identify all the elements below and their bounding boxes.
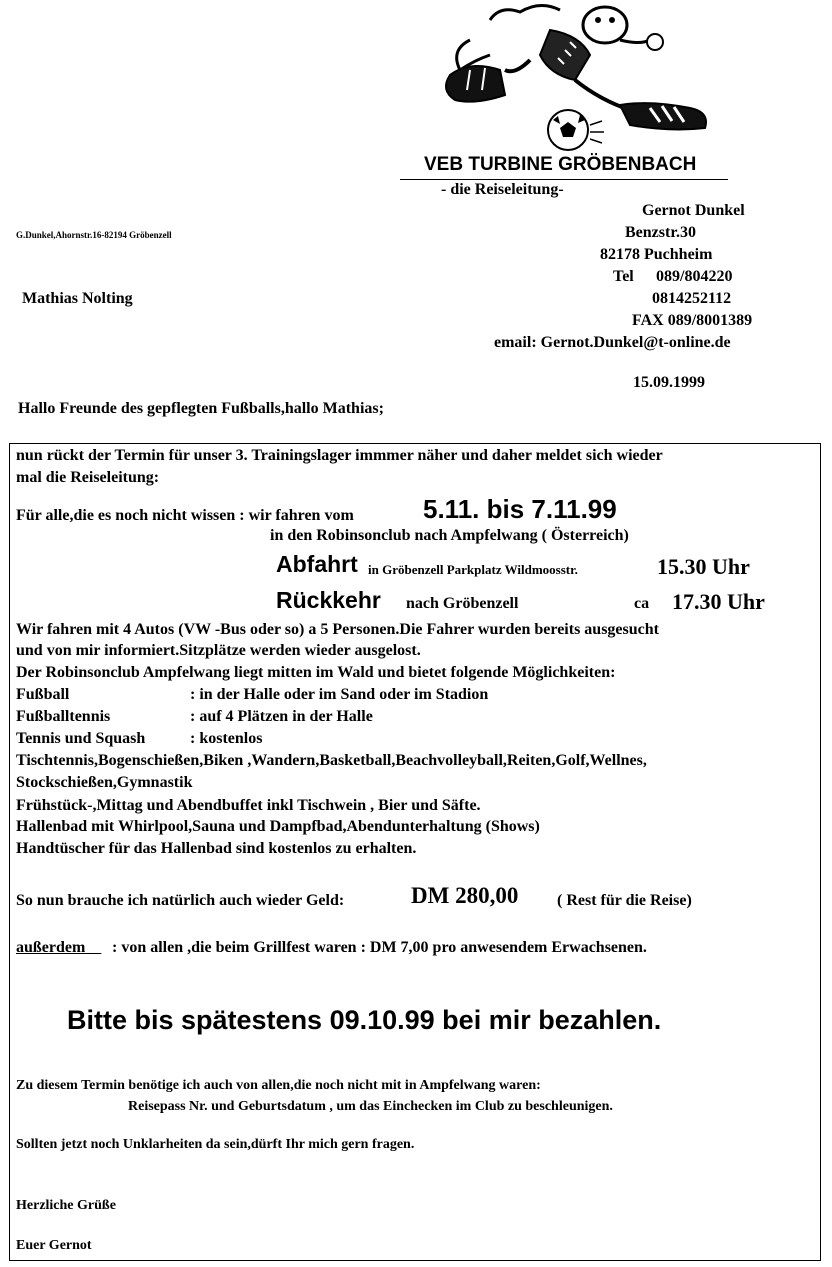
- passport-line-2: Reisepass Nr. und Geburtsdatum , um das Einchecken im Club zu beschleunigen.: [128, 1099, 613, 1114]
- cars-line-1: Wir fahren mit 4 Autos (VW -Bus oder so) a 5 Personen.Die Fahrer wurden bereits ausgesucht: [16, 621, 659, 638]
- greeting: Hallo Freunde des gepflegten Fußballs,hallo Mathias;: [18, 400, 384, 417]
- header-rule: [400, 179, 728, 180]
- letter-date: 15.09.1999: [633, 374, 705, 391]
- rueckkehr-time: 17.30 Uhr: [672, 589, 765, 614]
- return-address: G.Dunkel,Ahornstr.16-82194 Gröbenzell: [16, 230, 172, 240]
- intro-line-1: nun rückt der Termin für unser 3. Trainingslager immmer näher und daher meldet sich wieder: [16, 447, 663, 464]
- sender-street: Benzstr.30: [625, 224, 696, 241]
- activity-name: Fußballtennis: [16, 708, 111, 725]
- abfahrt-place: in Gröbenzell Parkplatz Wildmoosstr.: [368, 562, 578, 577]
- club-intro: Der Robinsonclub Ampfelwang liegt mitten im Wald und bietet folgende Möglichkeiten:: [16, 664, 616, 681]
- trip-dates: 5.11. bis 7.11.99: [423, 494, 617, 524]
- sender-tel1: 089/804220: [656, 268, 733, 285]
- club-name: VEB TURBINE GRÖBENBACH: [424, 154, 697, 175]
- sender-tel-label: Tel: [613, 268, 634, 285]
- ausserdem-text: : von allen ,die beim Grillfest waren : DM 7,00 pro anwesendem Erwachsenen.: [112, 939, 647, 956]
- recipient-name: Mathias Nolting: [22, 290, 133, 307]
- pool-line: Hallenbad mit Whirlpool,Sauna und Dampfbad,Abendunterhaltung (Shows): [16, 818, 540, 835]
- abfahrt-label: Abfahrt: [276, 551, 358, 577]
- rueckkehr-ca: ca: [634, 595, 650, 612]
- closing: Herzliche Grüße: [16, 1198, 116, 1213]
- sender-name: Gernot Dunkel: [642, 202, 745, 219]
- payment-deadline: Bitte bis spätestens 09.10.99 bei mir bezahlen.: [67, 1005, 662, 1035]
- money-amount: DM 280,00: [411, 883, 519, 908]
- cartoon-footballer-kicking-ball-icon: [430, 0, 735, 155]
- questions-line: Sollten jetzt noch Unklarheiten da sein,dürft Ihr mich gern fragen.: [16, 1137, 415, 1152]
- intro-line-2: mal die Reiseleitung:: [16, 469, 160, 486]
- cars-line-2: und von mir informiert.Sitzplätze werden wieder ausgelost.: [16, 642, 421, 659]
- activity-desc: : auf 4 Plätzen in der Halle: [190, 708, 373, 725]
- sender-email: email: Gernot.Dunkel@t-online.de: [494, 334, 731, 351]
- sender-city: 82178 Puchheim: [600, 246, 713, 263]
- dates-prefix: Für alle,die es noch nicht wissen : wir fahren vom: [16, 507, 354, 524]
- activity-desc: : in der Halle oder im Sand oder im Stadion: [190, 686, 489, 703]
- towels-line: Handtüscher für das Hallenbad sind kostenlos zu erhalten.: [16, 840, 417, 857]
- activity-name: Tennis und Squash: [16, 730, 146, 747]
- destination: in den Robinsonclub nach Ampfelwang ( Österreich): [270, 527, 629, 544]
- activity-desc: : kostenlos: [190, 730, 263, 747]
- sender-fax: FAX 089/8001389: [632, 312, 753, 329]
- passport-line-1: Zu diesem Termin benötige ich auch von allen,die noch nicht mit in Ampfelwang waren:: [16, 1078, 541, 1093]
- money-prefix: So nun brauche ich natürlich auch wieder Geld:: [16, 892, 345, 909]
- more-activities-1: Tischtennis,Bogenschießen,Biken ,Wandern,Basketball,Beachvolleyball,Reiten,Golf,Wellnes,: [16, 752, 647, 769]
- abfahrt-time: 15.30 Uhr: [657, 554, 750, 579]
- rueckkehr-place: nach Gröbenzell: [406, 595, 519, 612]
- sender-tel2: 0814252112: [652, 290, 732, 307]
- money-suffix: ( Rest für die Reise): [557, 892, 692, 909]
- rueckkehr-label: Rückkehr: [276, 587, 381, 613]
- food-line: Frühstück-,Mittag und Abendbuffet inkl Tischwein , Bier und Säfte.: [16, 797, 481, 814]
- more-activities-2: Stockschießen,Gymnastik: [16, 774, 193, 791]
- signature: Euer Gernot: [16, 1238, 92, 1253]
- tagline: - die Reiseleitung-: [441, 181, 564, 198]
- activity-name: Fußball: [16, 686, 70, 703]
- ausserdem-label: außerdem: [16, 939, 86, 956]
